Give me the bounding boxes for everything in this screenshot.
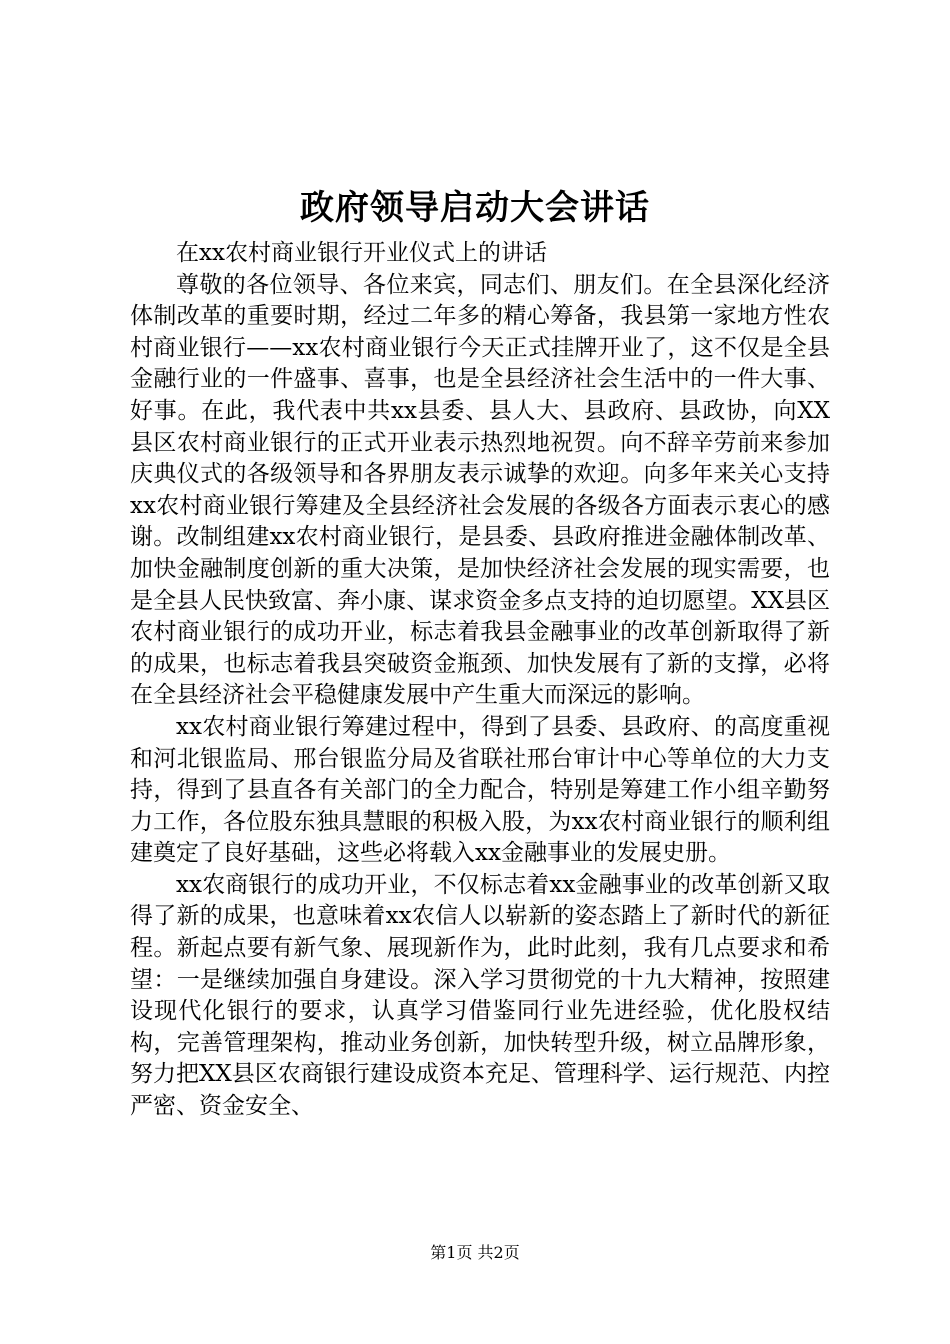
speech-subtitle: 在xx农村商业银行开业仪式上的讲话 xyxy=(176,240,547,266)
paragraph-1: 尊敬的各位领导、各位来宾，同志们、朋友们。在全县深化经济体制改革的重要时期，经过二年多的精心筹备，我县第一家地方性农村商业银行——xx农村商业银行今天正式挂牌开业了，这不仅是全县金融行业的一件盛事、喜事，也是全县经济社会生活中的一件大事、好事。在此，我代表中共xx县委、县人大、县政府、县政协，向XX县区农村商业银行的正式开业表示热烈地祝贺。向不辞辛劳前来参加庆典仪式的各级领导和各界朋友表示诚挚的欢迎。向多年来关心支持xx农村商业银行筹建及全县经济社会发展的各级各方面表示衷心的感谢。改制组建xx农村商业银行，是县委、县政府推进金融体制改革、加快金融制度创新的重大决策，是加快经济社会发展的现实需要，也是全县人民快致富、奔小康、谋求资金多点支持的迫切愿望。XX县区农村商业银行的成功开业，标志着我县金融事业的改革创新取得了新的成果，也标志着我县突破资金瓶颈、加快发展有了新的支撑，必将在全县经济社会平稳健康发展中产生重大而深远的影响。 xyxy=(130,271,830,709)
paragraph-2: xx农村商业银行筹建过程中，得到了县委、县政府、的高度重视和河北银监局、邢台银监分局及省联社邢台审计中心等单位的大力支持，得到了县直各有关部门的全力配合，特别是筹建工作小组辛勤努力工作，各位股东独具慧眼的积极入股，为xx农村商业银行的顺利组建奠定了良好基础，这些必将载入xx金融事业的发展史册。 xyxy=(130,713,830,867)
page-footer xyxy=(0,1241,950,1265)
document-body xyxy=(130,238,830,1123)
document-title: 政府领导启动大会讲话 xyxy=(300,188,650,228)
paragraph-3: xx农商银行的成功开业，不仅标志着xx金融事业的改革创新又取得了新的成果，也意味着xx农信人以崭新的姿态踏上了新时代的新征程。新起点要有新气象、展现新作为，此时此刻，我有几点要求和希望：一是继续加强自身建设。深入学习贯彻党的十九大精神，按照建设现代化银行的要求，认真学习借鉴同行业先进经验，优化股权结构，完善管理架构，推动业务创新，加快转型升级，树立品牌形象，努力把XX县区农商银行建设成资本充足、管理科学、运行规范、内控严密、资金安全、 xyxy=(130,871,830,1120)
page-number: 第1页 xyxy=(430,1243,473,1262)
page-total: 共2页 xyxy=(477,1243,520,1262)
